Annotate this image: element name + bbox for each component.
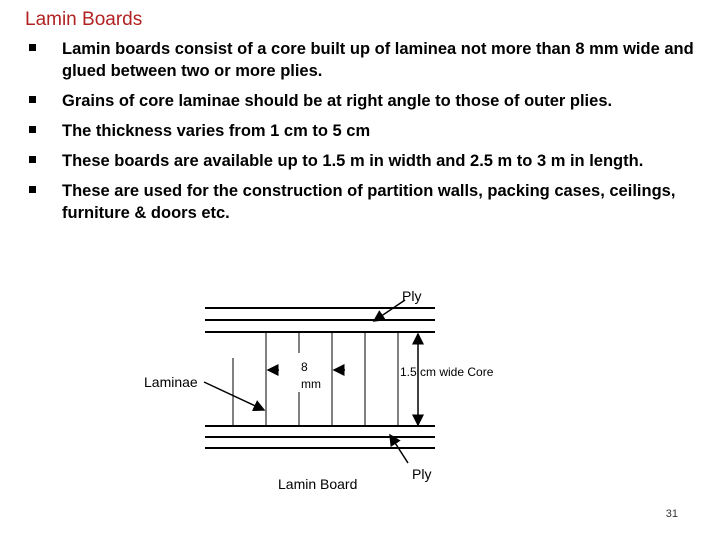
bullet-item <box>28 38 708 82</box>
bullet-list <box>28 38 708 232</box>
bullet-text: These are used for the construction of partition walls, packing cases, ceilings, furniture & doors etc. <box>62 182 676 222</box>
square-bullet-icon <box>28 90 38 100</box>
ply-bottom-label: Ply <box>412 466 432 482</box>
bullet-item <box>28 90 708 112</box>
lamin-board-caption: Lamin Board <box>278 476 358 492</box>
square-bullet-icon <box>28 120 38 130</box>
bullet-item <box>28 180 708 224</box>
slide-title: Lamin Boards <box>25 9 143 30</box>
square-bullet-icon <box>28 180 38 190</box>
lamina-width-unit: mm <box>301 377 321 391</box>
ply-top-pointer-arrow <box>374 300 405 321</box>
bullet-text: Lamin boards consist of a core built up of laminea not more than 8 mm wide and glued between two or more plies. <box>62 40 694 80</box>
lamin-board-diagram <box>0 270 720 500</box>
square-bullet-icon <box>28 38 38 48</box>
ply-top-label: Ply <box>402 288 422 304</box>
page-number: 31 <box>665 508 678 520</box>
bullet-item <box>28 120 708 142</box>
core-width-label: 1.5 cm wide Core <box>400 365 494 379</box>
square-bullet-icon <box>28 150 38 160</box>
laminae-label: Laminae <box>144 374 198 390</box>
bullet-text: These boards are available up to 1.5 m in width and 2.5 m to 3 m in length. <box>62 152 644 170</box>
bullet-text: Grains of core laminae should be at right angle to those of outer plies. <box>62 92 613 110</box>
bullet-text: The thickness varies from 1 cm to 5 cm <box>62 122 371 140</box>
bullet-item <box>28 150 708 172</box>
lamina-width-value: 8 <box>301 360 308 374</box>
laminae-pointer-arrow <box>204 382 264 410</box>
